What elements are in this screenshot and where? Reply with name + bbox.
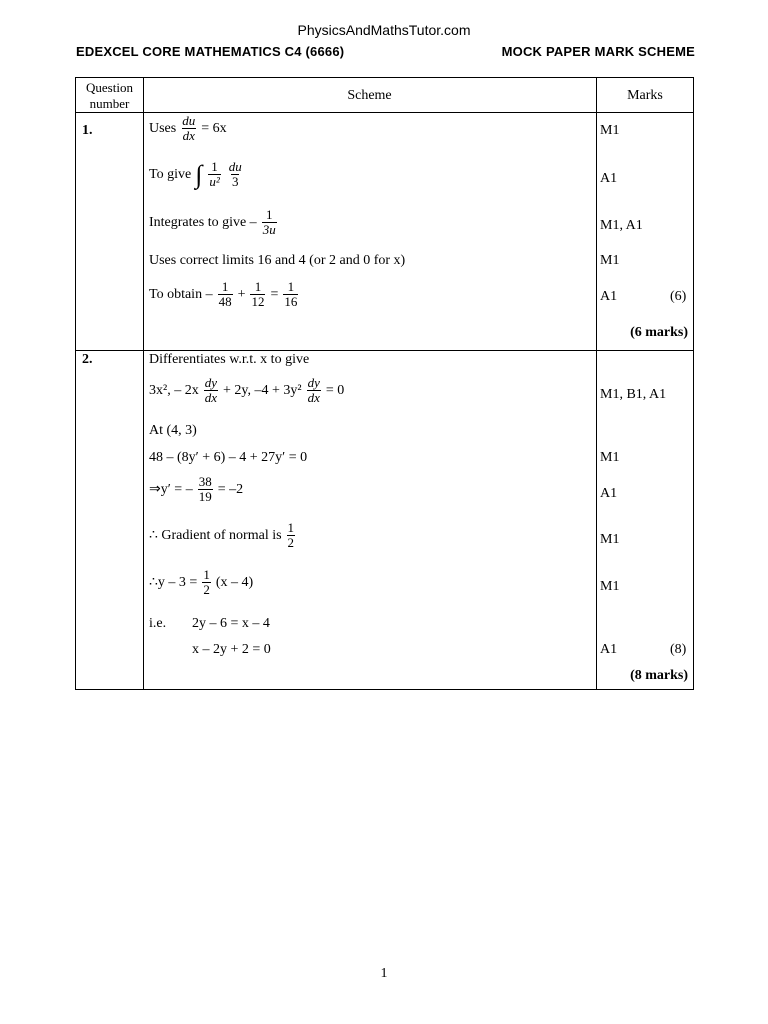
scheme-step: Integrates to give – $\frac{1}{3u}$	[149, 207, 276, 237]
scheme-step-label: i.e.	[149, 616, 167, 631]
question-total: (8 marks)	[630, 668, 688, 683]
scheme-step: To give ∫ $\frac{1}{\text{u²}}$ $\frac{du}{3}$	[149, 159, 242, 189]
scheme-step: ∴ Gradient of normal is $\frac{1}{2}$	[149, 520, 295, 550]
paper-subtitle: MOCK PAPER MARK SCHEME	[501, 44, 695, 59]
mark: M1	[600, 450, 620, 465]
question-number: 1.	[82, 123, 93, 138]
question-total: (6 marks)	[630, 325, 688, 340]
question-number-header: Question number	[86, 80, 133, 111]
scheme-step: To obtain – $\frac{1}{48}$ + $\frac{1}{12}$ = $\frac{1}{16}$	[149, 279, 298, 309]
column-divider	[596, 78, 597, 689]
marks-header: Marks	[627, 88, 663, 103]
mark: M1, B1, A1	[600, 387, 667, 402]
scheme-step: Differentiates w.r.t. x to give	[149, 352, 310, 367]
mark: M1	[600, 579, 620, 594]
question-number: 2.	[82, 352, 93, 367]
subtotal: (6)	[670, 289, 687, 304]
mark: A1	[600, 486, 618, 501]
site-watermark: PhysicsAndMathsTutor.com	[297, 22, 471, 38]
scheme-step: 48 – (8y′ + 6) – 4 + 27y′ = 0	[149, 450, 308, 465]
scheme-step: ⇒y′ = – $\frac{38}{19}$ = –2	[149, 474, 244, 504]
mark: A1	[600, 171, 618, 186]
scheme-step: ∴y – 3 = $\frac{1}{2}$ (x – 4)	[149, 567, 254, 597]
scheme-header: Scheme	[347, 88, 392, 103]
mark: A1	[600, 289, 618, 304]
mark: M1	[600, 253, 620, 268]
scheme-step: 2y – 6 = x – 4	[192, 616, 270, 631]
mark: M1	[600, 532, 620, 547]
scheme-step: 3x², – 2x $\frac{dy}{dx}$ + 2y, –4 + 3y² $\frac{dy}{dx}$ = 0	[149, 375, 345, 405]
subtotal: (8)	[670, 642, 687, 657]
column-divider	[143, 78, 144, 689]
mark: M1, A1	[600, 218, 643, 233]
scheme-step: Uses $\frac{du}{dx}$ = 6x	[149, 113, 227, 143]
page-number: 1	[380, 966, 388, 981]
mark: M1	[600, 123, 620, 138]
scheme-step: x – 2y + 2 = 0	[192, 642, 271, 657]
scheme-step: Uses correct limits 16 and 4 (or 2 and 0 for x)	[149, 253, 406, 268]
question-divider	[76, 350, 693, 351]
header-row-divider	[76, 112, 693, 113]
paper-title: EDEXCEL CORE MATHEMATICS C4 (6666)	[76, 44, 345, 59]
mark: A1	[600, 642, 618, 657]
scheme-step: At (4, 3)	[149, 423, 197, 438]
mark-scheme-table	[75, 77, 694, 690]
